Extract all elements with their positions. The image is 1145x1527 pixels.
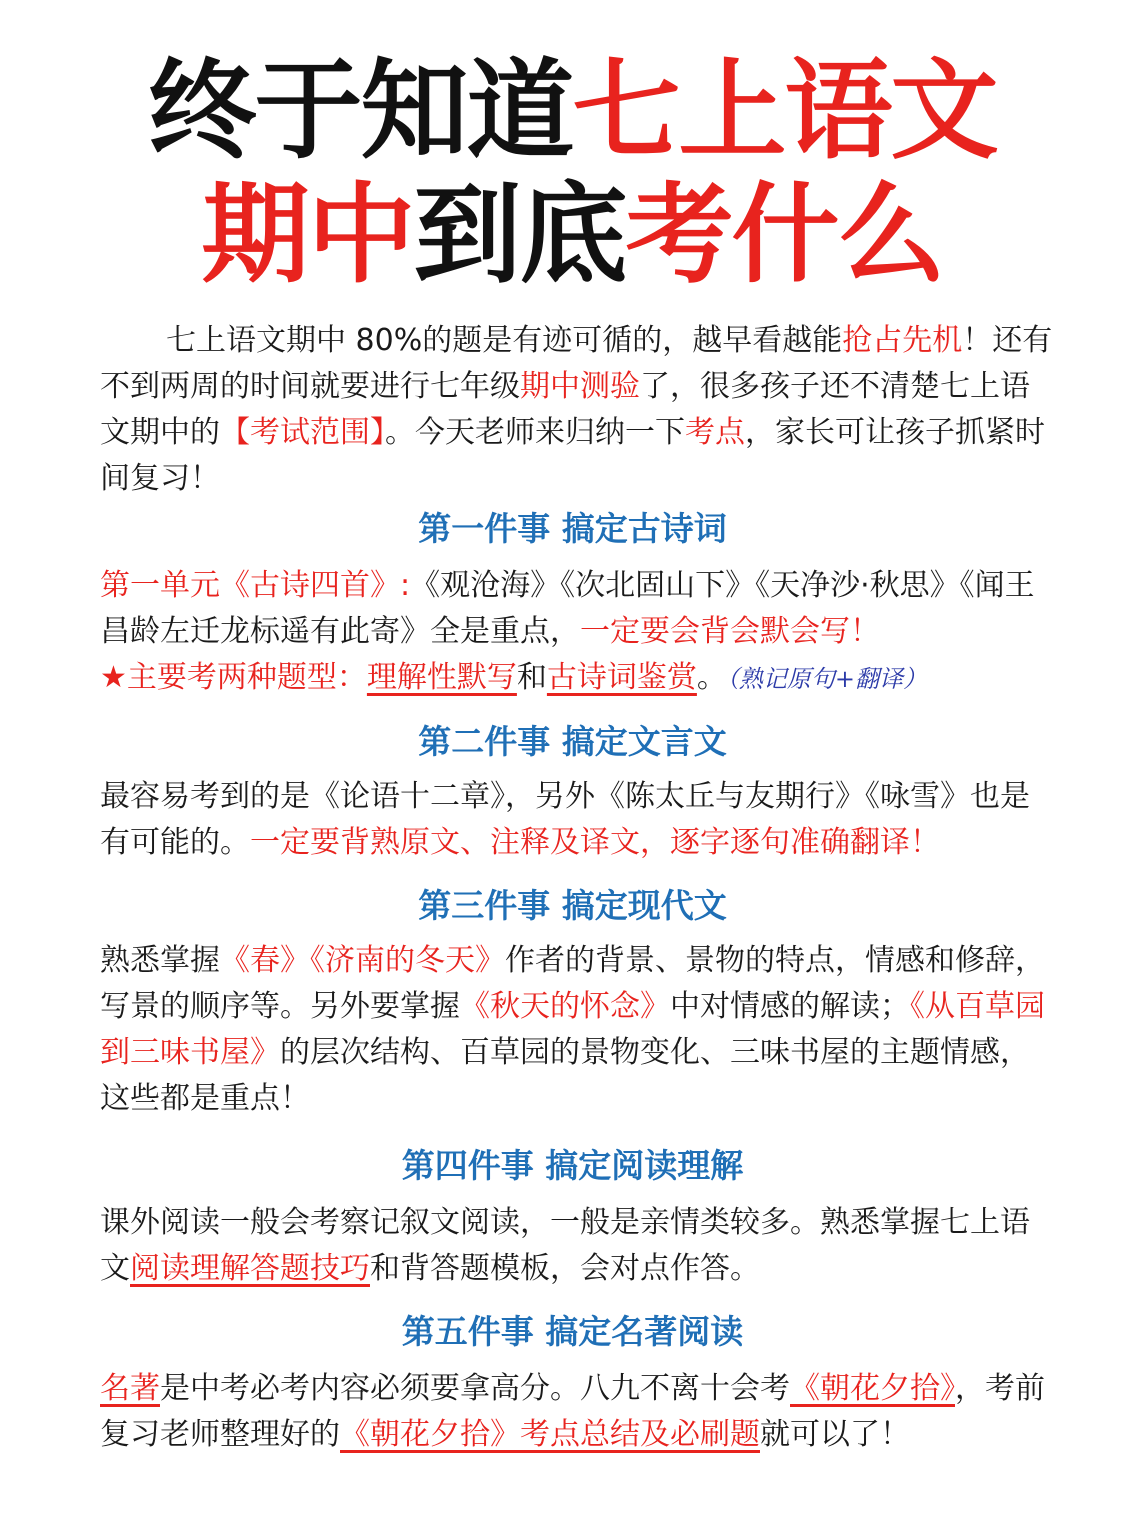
intro-text: ！还有不到两周的时间就要进行七年级 — [100, 323, 1053, 404]
title-red-part: 考什么 — [625, 173, 944, 298]
handwritten-note: （熟记原句+翻译） — [726, 665, 928, 693]
section-heading: 第四件事 搞定阅读理解 — [401, 1146, 744, 1185]
underlined-term: 《朝花夕拾》考点总结及必刷题 — [340, 1417, 760, 1452]
section-4-body — [100, 1200, 1055, 1292]
section-heading: 第五件事 搞定名著阅读 — [401, 1312, 744, 1351]
highlight: ★主要考两种题型： — [100, 660, 367, 695]
text: 作者的背景、景物的特点，情感和修辞，写景的顺序等。另外要掌握 — [100, 943, 1045, 1024]
section-2-body — [100, 774, 1055, 866]
highlight: 《秋天的怀念》 — [460, 989, 670, 1024]
text: 最容易考到的是《论语十二章》，另外《陈太丘与友期行》《咏雪》也是有可能的。 — [100, 779, 1030, 860]
title-red-part: 七上语文 — [572, 49, 997, 174]
text: 和背答题模板，会对点作答。 — [370, 1251, 760, 1286]
text: 《观沧海》《次北固山下》《天净沙·秋思》《闻王昌龄左迁龙标遥有此寄》全是重点， — [100, 568, 1035, 649]
underlined-term: 名著 — [100, 1371, 160, 1406]
underlined-term: 古诗词鉴赏 — [546, 660, 697, 695]
text: 是中考必考内容必须要拿高分。八九不离十会考 — [160, 1371, 790, 1406]
text: 的层次结构、百草园的景物变化、三味书屋的主题情感，这些都是重点！ — [100, 1035, 1030, 1116]
intro-text: 七上语文期中 80%的题是有迹可循的，越早看越能 — [166, 323, 843, 358]
text: ，考前复习老师整理好的 — [100, 1371, 1045, 1452]
intro-highlight: 【考试范围】 — [220, 415, 385, 450]
intro-highlight: 抢占先机 — [842, 323, 963, 358]
text: 熟悉掌握 — [100, 943, 220, 978]
section-5-body — [100, 1366, 1055, 1458]
title-black-part: 到底 — [413, 173, 626, 298]
text: 和 — [516, 660, 547, 695]
title-black-part: 终于知道 — [148, 49, 573, 174]
section-3-body — [100, 938, 1055, 1122]
intro-text: ，家长可让孩子抓紧时间复习！ — [100, 415, 1045, 496]
highlight: 一定要背熟原文、注释及译文，逐字逐句准确翻译！ — [250, 825, 940, 860]
section-heading: 第三件事 搞定现代文 — [418, 886, 727, 925]
highlight: 《春》《济南的冬天》 — [220, 943, 505, 978]
highlight: 《从百草园到三味书屋》 — [100, 989, 1045, 1070]
title-line-1 — [0, 49, 1145, 174]
section-heading: 第二件事 搞定文言文 — [418, 722, 727, 761]
intro-highlight: 期中测验 — [520, 369, 640, 404]
intro-text: 。今天老师来归纳一下 — [385, 415, 685, 450]
underlined-term: 理解性默写 — [366, 660, 517, 695]
title-line-2 — [0, 173, 1145, 298]
title-red-part: 期中 — [201, 173, 414, 298]
highlight: 第一单元《古诗四首》: — [100, 568, 411, 603]
text: 中对情感的解读； — [670, 989, 910, 1024]
underlined-term: 《朝花夕拾》 — [790, 1371, 955, 1406]
intro-text: 了，很多孩子还不清楚七上语文期中的 — [100, 369, 1030, 450]
intro-highlight: 考点 — [685, 415, 745, 450]
section-heading: 第一件事 搞定古诗词 — [418, 509, 727, 548]
text: 就可以了！ — [760, 1417, 910, 1452]
intro-paragraph — [100, 318, 1055, 502]
text: 课外阅读一般会考察记叙文阅读，一般是亲情类较多。熟悉掌握七上语文 — [100, 1205, 1030, 1286]
section-1-body — [100, 563, 1055, 702]
underlined-term: 阅读理解答题技巧 — [130, 1251, 370, 1286]
highlight: 一定要会背会默会写！ — [580, 614, 880, 649]
text: 。 — [696, 660, 727, 695]
